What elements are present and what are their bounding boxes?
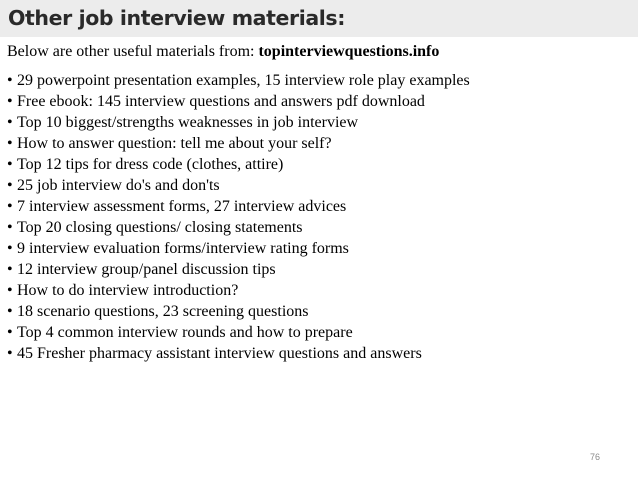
intro-site: topinterviewquestions.info [258, 43, 440, 60]
list-item-text: How to do interview introduction? [17, 282, 239, 299]
list-item [7, 196, 470, 217]
list-item [7, 70, 470, 91]
list-item [7, 238, 470, 259]
list-item [7, 322, 470, 343]
bullet-icon: • [7, 324, 13, 341]
list-item [7, 259, 470, 280]
bullet-icon: • [7, 156, 13, 173]
list-item-text: 18 scenario questions, 23 screening questions [17, 303, 309, 320]
list-item-text: 7 interview assessment forms, 27 interview advices [17, 198, 347, 215]
list-item-text: 9 interview evaluation forms/interview rating forms [17, 240, 349, 257]
list-item-text: 25 job interview do's and don'ts [17, 177, 220, 194]
list-item-text: How to answer question: tell me about your self? [17, 135, 332, 152]
list-item [7, 301, 470, 322]
list-item [7, 133, 470, 154]
list-item [7, 112, 470, 133]
list-item-text: Free ebook: 145 interview questions and answers pdf download [17, 93, 425, 110]
bullet-icon: • [7, 93, 13, 110]
bullet-icon: • [7, 177, 13, 194]
list-item-text: Top 10 biggest/strengths weaknesses in job interview [17, 114, 359, 131]
bullet-icon: • [7, 345, 13, 362]
bullet-icon: • [7, 135, 13, 152]
slide-title: Other job interview materials: [8, 6, 345, 30]
list-item [7, 175, 470, 196]
bullet-icon: • [7, 72, 13, 89]
list-item-text: 12 interview group/panel discussion tips [17, 261, 276, 278]
title-bar [0, 0, 638, 37]
list-item [7, 91, 470, 112]
bullet-icon: • [7, 282, 13, 299]
list-item-text: Top 12 tips for dress code (clothes, attire) [17, 156, 284, 173]
bullet-icon: • [7, 240, 13, 257]
list-item-text: Top 4 common interview rounds and how to prepare [17, 324, 353, 341]
intro-line [7, 42, 439, 62]
bullet-icon: • [7, 219, 13, 236]
list-item-text: 29 powerpoint presentation examples, 15 interview role play examples [17, 72, 470, 89]
list-item [7, 343, 470, 364]
list-item [7, 154, 470, 175]
bullet-icon: • [7, 114, 13, 131]
page-number: 76 [590, 452, 601, 462]
list-item [7, 280, 470, 301]
bullet-icon: • [7, 198, 13, 215]
list-item [7, 217, 470, 238]
bullet-icon: • [7, 303, 13, 320]
bullet-icon: • [7, 261, 13, 278]
intro-text: Below are other useful materials from: [7, 43, 259, 60]
materials-list [7, 70, 470, 364]
list-item-text: Top 20 closing questions/ closing statements [17, 219, 303, 236]
list-item-text: 45 Fresher pharmacy assistant interview questions and answers [17, 345, 422, 362]
